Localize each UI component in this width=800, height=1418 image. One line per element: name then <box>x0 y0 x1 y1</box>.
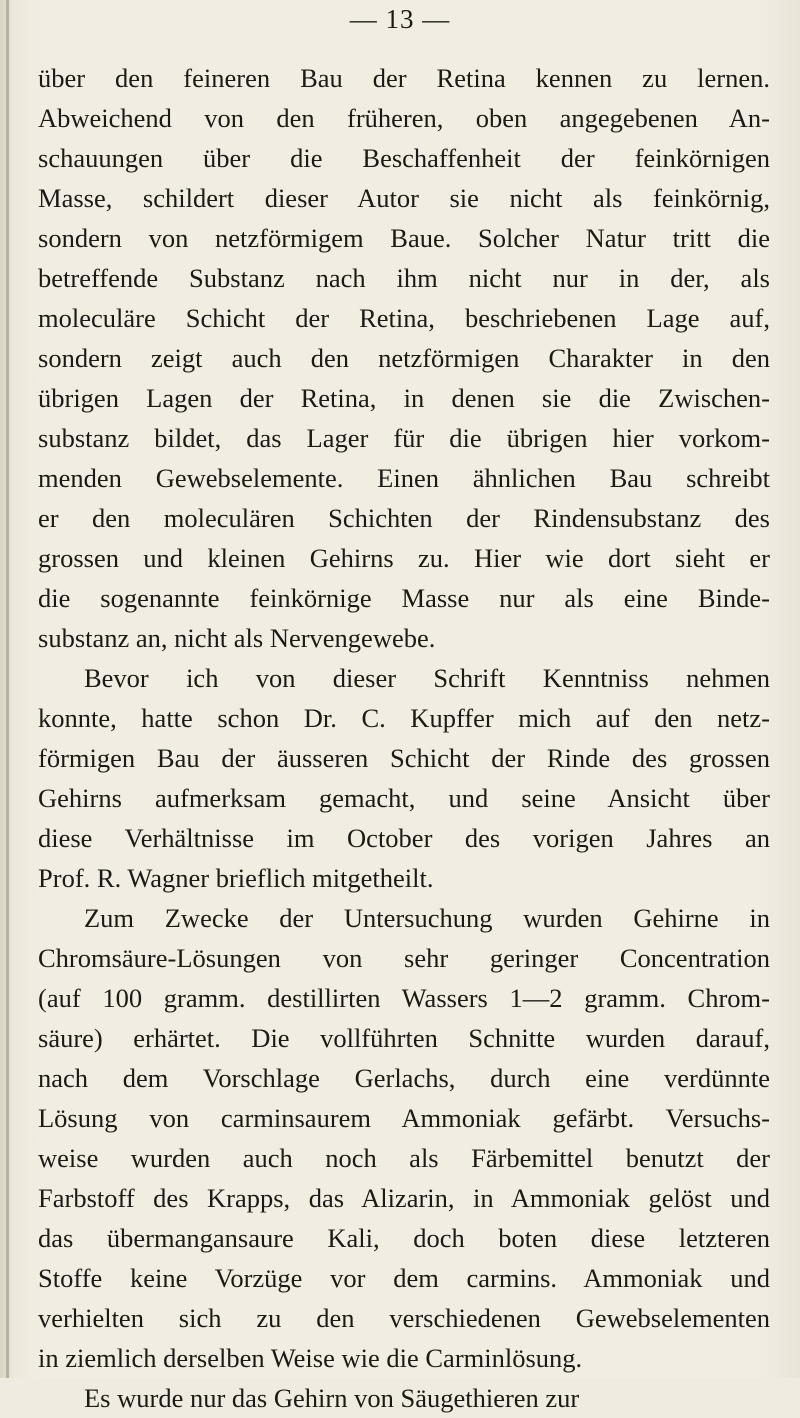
text-line: diese Verhältnisse im October des vorigen Jahres an <box>38 823 770 853</box>
text-line: über den feineren Bau der Retina kennen zu lernen. <box>38 63 770 93</box>
text-line: Bevor ich von dieser Schrift Kenntniss nehmen <box>84 663 770 693</box>
text-line: Lösung von carminsaurem Ammoniak gefärbt. Versuchs- <box>38 1103 770 1133</box>
text-line: betreffende Substanz nach ihm nicht nur in der, als <box>38 263 770 293</box>
text-line: übrigen Lagen der Retina, in denen sie die Zwischen- <box>38 383 770 413</box>
text-line: das übermangansaure Kali, doch boten diese letzteren <box>38 1223 770 1253</box>
text-line: Gehirns aufmerksam gemacht, und seine Ansicht über <box>38 783 770 813</box>
text-line: moleculäre Schicht der Retina, beschriebenen Lage auf, <box>38 303 770 333</box>
text-line: Abweichend von den früheren, oben angegebenen An- <box>38 103 770 133</box>
text-line: substanz an, nicht als Nervengewebe. <box>38 623 436 653</box>
text-line: er den moleculären Schichten der Rindensubstanz des <box>38 503 770 533</box>
text-line: Prof. R. Wagner brieflich mitgetheilt. <box>38 863 434 893</box>
text-line: förmigen Bau der äusseren Schicht der Rinde des grossen <box>38 743 770 773</box>
text-line: menden Gewebselemente. Einen ähnlichen Bau schreibt <box>38 463 770 493</box>
text-line: sondern von netzförmigem Baue. Solcher Natur tritt die <box>38 223 770 253</box>
binding-edge <box>6 0 9 1378</box>
text-line: säure) erhärtet. Die vollführten Schnitte wurden darauf, <box>38 1023 770 1053</box>
text-line: nach dem Vorschlage Gerlachs, durch eine verdünnte <box>38 1063 770 1093</box>
text-line: die sogenannte feinkörnige Masse nur als eine Binde- <box>38 583 770 613</box>
text-line: substanz bildet, das Lager für die übrigen hier vorkom- <box>38 423 770 453</box>
text-line: Masse, schildert dieser Autor sie nicht als feinkörnig, <box>38 183 770 213</box>
text-line: weise wurden auch noch als Färbemittel benutzt der <box>38 1143 770 1173</box>
text-line: Farbstoff des Krapps, das Alizarin, in Ammoniak gelöst und <box>38 1183 770 1213</box>
text-line: konnte, hatte schon Dr. C. Kupffer mich auf den netz- <box>38 703 770 733</box>
text-line: Zum Zwecke der Untersuchung wurden Gehirne in <box>84 903 770 933</box>
text-line: schauungen über die Beschaffenheit der feinkörnigen <box>38 143 770 173</box>
text-line: (auf 100 gramm. destillirten Wassers 1—2 gramm. Chrom- <box>38 983 770 1013</box>
body-text <box>38 58 770 1418</box>
text-line: in ziemlich derselben Weise wie die Carminlösung. <box>38 1343 583 1373</box>
page-number: — 13 — <box>349 4 451 34</box>
text-line: verhielten sich zu den verschiedenen Gewebselementen <box>38 1303 770 1333</box>
text-line: sondern zeigt auch den netzförmigen Charakter in den <box>38 343 770 373</box>
text-line: grossen und kleinen Gehirns zu. Hier wie dort sieht er <box>38 543 770 573</box>
text-line: Chromsäure-Lösungen von sehr geringer Concentration <box>38 943 770 973</box>
text-line: Stoffe keine Vorzüge vor dem carmins. Ammoniak und <box>38 1263 770 1293</box>
text-line: Es wurde nur das Gehirn von Säugethieren zur <box>84 1383 580 1413</box>
